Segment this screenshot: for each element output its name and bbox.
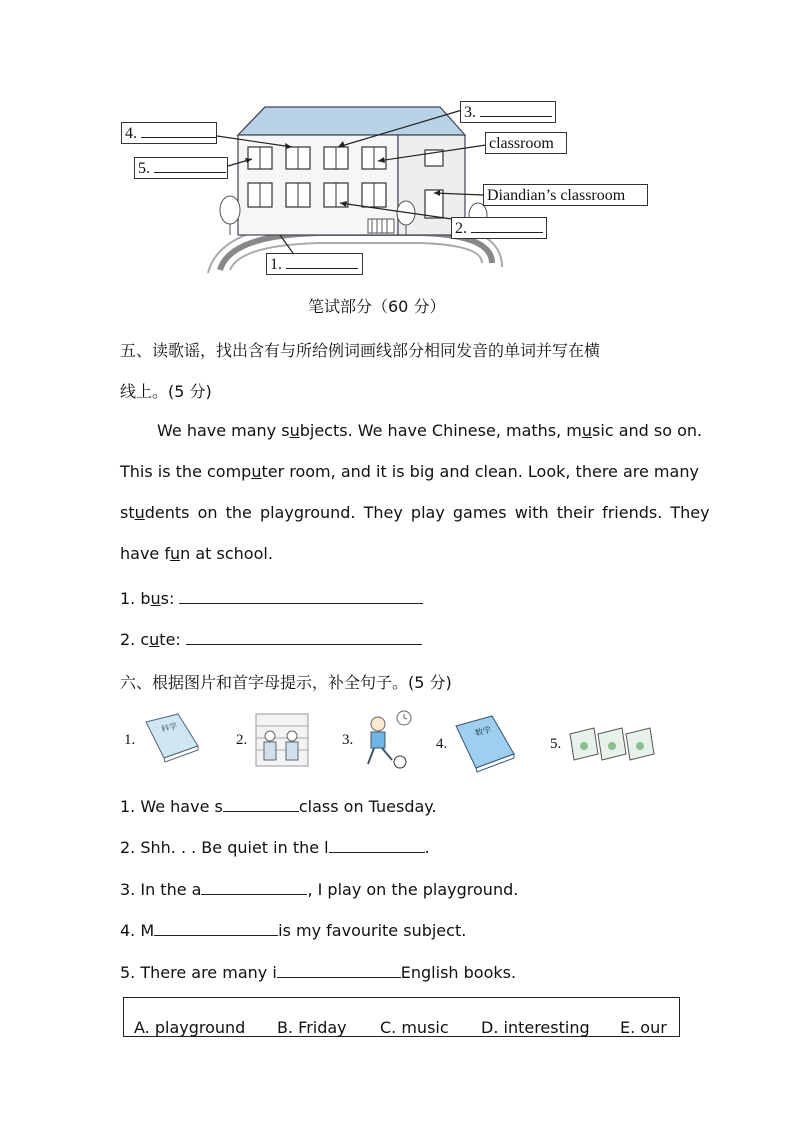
text-run: ter room, and it is big and clean. Look, there are many: [261, 462, 699, 481]
section5-question-2: [120, 628, 422, 649]
label-number: 5.: [138, 160, 150, 177]
section6-sentence-1: [120, 795, 437, 816]
answer-blank: [471, 218, 543, 233]
diagram-label-4[interactable]: [121, 122, 217, 144]
boy-playing-football-picture: [358, 710, 416, 772]
section5-heading-line1: 五、读歌谣，找出含有与所给例词画线部分相同发音的单词并写在横: [120, 341, 601, 360]
written-part-title: 笔试部分（60 分）: [308, 297, 446, 316]
text-run: is my favourite subject.: [278, 921, 467, 940]
answer-blank: [480, 102, 552, 117]
section5-heading-line2: 线上。(5 分): [120, 382, 212, 401]
text-run: bjects. We have Chinese, maths, m: [299, 421, 582, 440]
text-run: 2. Shh. . . Be quiet in the l: [120, 838, 329, 857]
section5-passage-line3: [120, 503, 710, 522]
text-run: 2. c: [120, 630, 150, 649]
pic-number-4: 4.: [436, 736, 448, 752]
section6-sentence-4: [120, 919, 466, 940]
text-run: 5. There are many i: [120, 963, 277, 982]
text-run: We have many s: [157, 421, 290, 440]
answer-blank-s3[interactable]: [201, 878, 307, 895]
underlined-letter: u: [251, 462, 262, 481]
option-b: B. Friday: [277, 1018, 347, 1037]
answer-blank-s2[interactable]: [329, 836, 425, 853]
label-number: 2.: [455, 220, 467, 237]
text-run: 1. We have s: [120, 797, 223, 816]
answer-blank-s5[interactable]: [277, 961, 401, 978]
diagram-label-diandian: [483, 184, 648, 206]
answer-blank: [141, 123, 217, 138]
pic-number-1: 1.: [124, 732, 136, 748]
science-book-picture: [140, 712, 204, 764]
book-cover-label: 科学: [160, 721, 179, 734]
answer-blank: [286, 254, 358, 269]
classroom-label: classroom: [489, 135, 554, 152]
text-run: te:: [159, 630, 181, 649]
diagram-label-2[interactable]: [451, 217, 547, 239]
option-c: C. music: [380, 1018, 449, 1037]
text-run: 3. In the a: [120, 880, 202, 899]
pic-number-2: 2.: [236, 732, 248, 748]
underlined-letter: u: [289, 421, 300, 440]
underlined-letter: u: [169, 544, 181, 563]
text-run: have f: [120, 544, 170, 563]
text-run: .: [424, 838, 430, 857]
school-diagram: [120, 95, 680, 280]
text-run: n at school.: [180, 544, 273, 563]
text-run: This is the comp: [120, 462, 252, 481]
label-number: 3.: [464, 104, 476, 121]
underlined-letter: u: [134, 503, 145, 522]
section5-passage-line1: [157, 421, 702, 440]
text-run: 1. b: [120, 589, 151, 608]
section6-sentence-2: [120, 836, 430, 857]
picture-row: [120, 710, 680, 775]
option-a: A. playground: [134, 1018, 246, 1037]
diagram-label-3[interactable]: [460, 101, 556, 123]
answer-blank-s1[interactable]: [223, 795, 299, 812]
answer-blank-s4[interactable]: [154, 919, 278, 936]
english-books-picture: [568, 726, 658, 762]
underlined-letter: u: [149, 630, 160, 649]
pic-number-5: 5.: [550, 736, 562, 752]
diagram-label-5[interactable]: [134, 157, 228, 179]
diandian-classroom-label: Diandian’s classroom: [487, 187, 626, 204]
underlined-letter: u: [581, 421, 593, 440]
answer-blank-1[interactable]: [179, 587, 423, 604]
label-number: 1.: [270, 256, 282, 273]
text-run: , I play on the playground.: [307, 880, 519, 899]
book-cover-label: 数学: [474, 725, 492, 738]
option-d: D. interesting: [481, 1018, 590, 1037]
underlined-letter: u: [150, 589, 161, 608]
section6-heading: 六、根据图片和首字母提示，补全句子。(5 分): [120, 673, 452, 692]
text-run: sic and so on.: [592, 421, 703, 440]
text-run: dents on the playground. They play games with their friends. They: [144, 503, 710, 522]
text-run: 4. M: [120, 921, 155, 940]
answer-blank: [154, 158, 226, 173]
section6-sentence-3: [120, 878, 518, 899]
maths-book-picture: [452, 714, 518, 774]
text-run: st: [120, 503, 135, 522]
text-run: English books.: [400, 963, 517, 982]
option-e: E. our: [620, 1018, 667, 1037]
section5-passage-line2: [120, 462, 699, 481]
section5-question-1: [120, 587, 423, 608]
answer-blank-2[interactable]: [186, 628, 422, 645]
label-number: 4.: [125, 125, 137, 142]
text-run: s:: [160, 589, 175, 608]
pic-number-3: 3.: [342, 732, 354, 748]
diagram-label-1[interactable]: [266, 253, 363, 275]
diagram-label-classroom: [485, 132, 567, 154]
section5-passage-line4: [120, 544, 273, 563]
text-run: class on Tuesday.: [298, 797, 437, 816]
section6-sentence-5: [120, 961, 516, 982]
library-picture: [254, 712, 310, 770]
